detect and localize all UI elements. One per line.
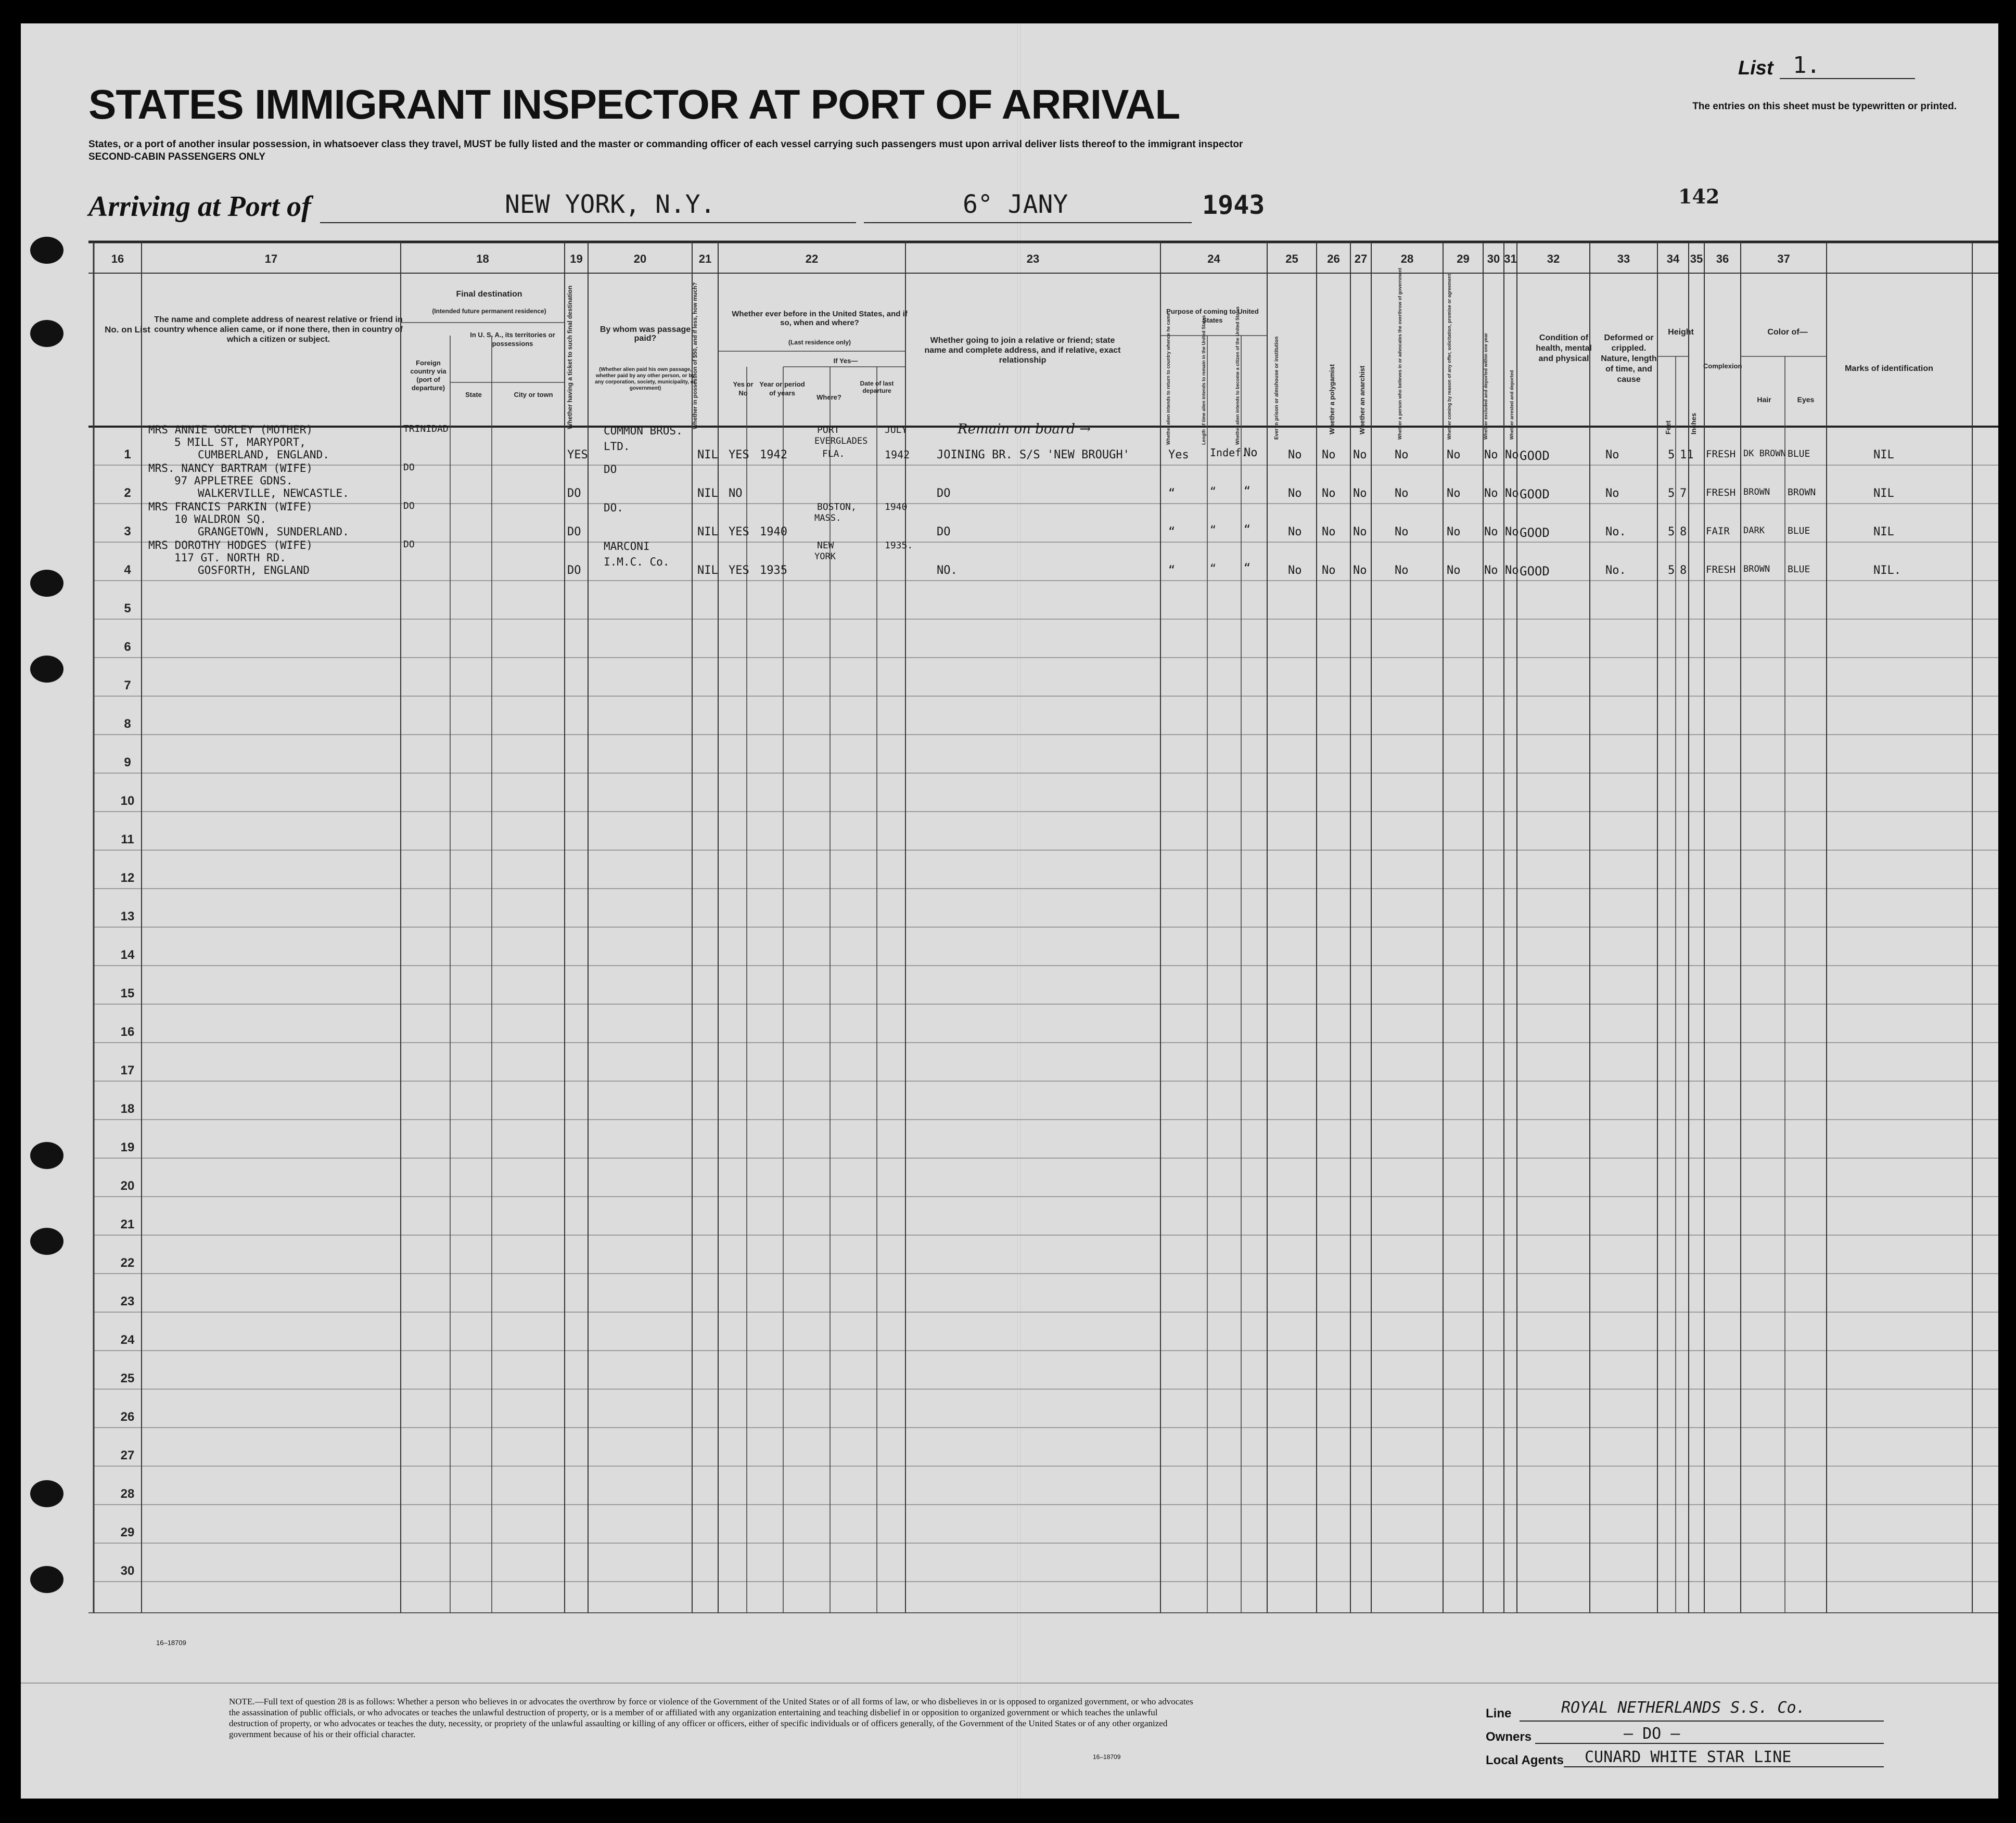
- cell-feet: 5: [1668, 564, 1675, 577]
- cell-before: YES: [729, 564, 749, 577]
- cell-foreign: DO: [403, 539, 415, 550]
- cell-complexion: FRESH: [1706, 564, 1736, 575]
- cell-p-a: “: [1168, 487, 1176, 500]
- cell-c30: No: [1484, 525, 1498, 538]
- header-passage-paid: By whom was passage paid?: [599, 325, 691, 343]
- row-number: 9: [124, 755, 131, 769]
- cell-inches: 8: [1680, 525, 1687, 538]
- cell-foreign: TRINIDAD: [403, 423, 449, 434]
- cell-marks: NIL.: [1873, 564, 1901, 577]
- cell-where-2: YORK: [814, 551, 836, 562]
- cell-foreign: DO: [403, 500, 415, 511]
- cell-p-c: “: [1244, 485, 1251, 498]
- agents-label: Local Agents: [1486, 1753, 1564, 1767]
- cell-p-c: No: [1244, 446, 1258, 459]
- cell-c30: No: [1484, 448, 1498, 461]
- row-number: 30: [120, 1564, 135, 1578]
- cell-eyes: BLUE: [1788, 525, 1810, 536]
- cell-date-1: JULY: [885, 425, 908, 435]
- cell-p-c: “: [1244, 562, 1251, 575]
- cell-c30: No: [1484, 564, 1498, 577]
- cell-c31: No: [1505, 448, 1519, 461]
- cell-feet: 5: [1668, 448, 1675, 461]
- cell-c26: No: [1322, 487, 1336, 500]
- header-ever-before: Whether ever before in the United States, and if so, when and where?: [732, 310, 908, 327]
- list-label: List: [1738, 57, 1773, 79]
- row-number: 29: [120, 1525, 135, 1539]
- row-number: 23: [120, 1294, 135, 1308]
- cell-money: NIL: [697, 564, 718, 577]
- row-number: 13: [120, 909, 135, 923]
- header-relative: The name and complete address of nearest relative or friend in country whence alien came, or if none there, then in country of which a citizen or subject.: [154, 315, 403, 344]
- cell-marks: NIL: [1873, 525, 1894, 538]
- cell-marks: NIL: [1873, 448, 1894, 461]
- header-where: Where?: [816, 393, 841, 401]
- arriving-label: Arriving at Port of: [88, 190, 311, 223]
- row-number: 1: [124, 447, 131, 461]
- row-number: 17: [120, 1063, 135, 1077]
- row-number: 27: [120, 1448, 135, 1462]
- cell-deformed: No.: [1605, 525, 1626, 538]
- row-number: 22: [120, 1256, 135, 1270]
- header-passage-paid-sub: (Whether alien paid his own passage, whether paid by any other person, or by any corporation, society, municipality, or government): [595, 367, 696, 391]
- cell-c26: No: [1322, 525, 1336, 538]
- cell-relative-3: GRANGETOWN, SUNDERLAND.: [198, 525, 349, 538]
- cell-deformed: No.: [1605, 564, 1626, 577]
- cell-c29: No: [1447, 564, 1461, 577]
- cell-health: GOOD: [1520, 525, 1550, 540]
- cell-c28: No: [1395, 487, 1409, 500]
- cell-relative-1: MRS DOROTHY HODGES (WIFE): [148, 539, 313, 551]
- header-foreign-country: Foreign country via (port of departure): [410, 359, 446, 392]
- cell-hair: DK BROWN: [1743, 448, 1786, 459]
- header-eyes: Eyes: [1797, 395, 1815, 404]
- column-number: 35: [1690, 252, 1703, 265]
- cell-money: NIL: [697, 525, 718, 538]
- column-number: 34: [1666, 252, 1680, 265]
- cell-where-1: BOSTON,: [817, 502, 857, 512]
- cell-money: NIL: [697, 448, 718, 461]
- cell-money: NIL: [697, 487, 718, 500]
- header-money: Whether in possession of $50, and if less, how much?: [692, 282, 698, 429]
- row-number: 16: [120, 1025, 135, 1039]
- cell-c27: No: [1353, 448, 1367, 461]
- port-value: NEW YORK, N.Y.: [505, 190, 716, 219]
- cell-relative-2: 5 MILL ST, MARYPORT,: [174, 436, 306, 448]
- cell-c27: No: [1353, 564, 1367, 577]
- column-number: 25: [1285, 252, 1298, 265]
- row-number: 4: [124, 563, 131, 577]
- table-grid: [21, 23, 1998, 1799]
- header-ticket: Whether having a ticket to such final destination: [566, 285, 573, 429]
- cell-paid-2: I.M.C. Co.: [604, 556, 670, 568]
- form-number-right: 16–18709: [1093, 1753, 1121, 1761]
- cell-paid-1: DO.: [604, 502, 623, 514]
- row-number: 11: [121, 832, 134, 846]
- cell-c28: No: [1395, 525, 1409, 538]
- cell-ticket: YES: [567, 448, 588, 461]
- row-number: 26: [120, 1410, 135, 1424]
- cell-where-1: NEW: [817, 540, 834, 551]
- cell-c28: No: [1395, 564, 1409, 577]
- cell-complexion: FRESH: [1706, 487, 1736, 498]
- cell-before: NO: [729, 487, 743, 500]
- row-number: 20: [120, 1179, 135, 1193]
- row-number: 28: [120, 1487, 135, 1501]
- header-no-on-list: No. on List: [105, 325, 150, 335]
- column-number: 33: [1617, 252, 1630, 265]
- header-final-destination: Final destination: [456, 290, 522, 299]
- header-overthrow: Whether a person who believes in or advocates the overthrow of government: [1397, 267, 1402, 440]
- column-number: 37: [1777, 252, 1790, 265]
- cell-ticket: DO: [567, 564, 581, 577]
- row-number: 7: [124, 678, 131, 692]
- header-become-citizen: Whether alien intends to become a citizen of the United States: [1235, 306, 1240, 445]
- row-number: 15: [120, 986, 135, 1000]
- header-deformed: Deformed or crippled. Nature, length of time, and cause: [1601, 333, 1657, 384]
- column-number: 17: [264, 252, 278, 265]
- owners-underline: [1535, 1743, 1884, 1744]
- cell-where-2: EVERGLADES: [814, 436, 868, 446]
- row-number: 2: [124, 486, 131, 500]
- cell-feet: 5: [1668, 487, 1675, 500]
- header-polygamist: Whether a polygamist: [1328, 364, 1336, 434]
- header-prison: Ever in prison or almshouse or institution: [1274, 336, 1280, 440]
- cell-marks: NIL: [1873, 487, 1894, 500]
- cell-hair: BROWN: [1743, 487, 1770, 497]
- row-number: 19: [120, 1140, 135, 1154]
- cell-c25: No: [1288, 564, 1302, 577]
- row-number: 6: [124, 640, 131, 654]
- cell-p-b: “: [1210, 562, 1217, 574]
- cell-paid-1: MARCONI: [604, 540, 650, 553]
- header-height: Height: [1668, 328, 1694, 337]
- cell-relative-1: MRS FRANCIS PARKIN (WIFE): [148, 500, 313, 513]
- list-value: 1.: [1793, 52, 1820, 79]
- cell-c28: No: [1395, 448, 1409, 461]
- header-in-usa: In U. S. A., its territories or possessions: [470, 331, 555, 348]
- cell-relative-3: GOSFORTH, ENGLAND: [198, 564, 310, 576]
- cell-c31: No: [1505, 487, 1519, 500]
- cell-c26: No: [1322, 448, 1336, 461]
- header-feet: Feet: [1664, 420, 1672, 434]
- cell-year: 1935: [760, 564, 787, 577]
- cell-join-2: NO.: [937, 564, 958, 577]
- header-condition: Condition of health, mental and physical: [1536, 333, 1592, 363]
- cell-c27: No: [1353, 487, 1367, 500]
- cell-relative-3: CUMBERLAND, ENGLAND.: [198, 448, 329, 461]
- cabin-class: SECOND-CABIN PASSENGERS ONLY: [88, 151, 265, 162]
- column-number: 24: [1207, 252, 1220, 265]
- header-return: Whether alien intends to return to country whence he came: [1166, 313, 1171, 445]
- cell-c29: No: [1447, 448, 1461, 461]
- row-number: 8: [124, 717, 131, 731]
- row-number: 10: [120, 794, 135, 808]
- cell-year: 1940: [760, 525, 787, 538]
- column-number: 21: [698, 252, 712, 265]
- header-purpose: Purpose of coming to United States: [1166, 307, 1259, 324]
- row-number: 3: [124, 524, 131, 538]
- cell-c25: No: [1288, 487, 1302, 500]
- cell-feet: 5: [1668, 525, 1675, 538]
- column-number: 20: [633, 252, 647, 265]
- cell-c25: No: [1288, 525, 1302, 538]
- cell-relative-1: MRS. NANCY BARTRAM (WIFE): [148, 462, 313, 474]
- header-anarchist: Whether an anarchist: [1358, 365, 1366, 434]
- cell-relative-2: 117 GT. NORTH RD.: [174, 551, 286, 564]
- header-excluded: Whether excluded and deported within one year: [1483, 332, 1488, 440]
- column-number: 27: [1354, 252, 1368, 265]
- cell-where-1: PORT: [817, 425, 840, 435]
- cell-eyes: BROWN: [1788, 487, 1816, 498]
- cell-hair: DARK: [1743, 525, 1765, 536]
- line-underline: [1520, 1721, 1884, 1722]
- cell-paid-1: DO: [604, 463, 617, 476]
- page-title: STATES IMMIGRANT INSPECTOR AT PORT OF ARRIVAL: [88, 81, 1180, 127]
- cell-relative-2: 97 APPLETREE GDNS.: [174, 474, 293, 487]
- column-number: 32: [1547, 252, 1560, 265]
- cell-c29: No: [1447, 487, 1461, 500]
- cell-c30: No: [1484, 487, 1498, 500]
- header-date-departure: Date of last departure: [860, 380, 894, 394]
- column-number: 30: [1487, 252, 1500, 265]
- instruction-line: States, or a port of another insular possession, in whatsoever class they travel, MUST be fully listed and the master or commanding officer of each vessel carrying such passengers must upon arrival deliver lists thereof to the immigrant inspector: [88, 139, 1243, 150]
- typewritten-notice: The entries on this sheet must be typewritten or printed.: [1692, 101, 1957, 112]
- header-city: City or town: [514, 391, 553, 399]
- row-number: 24: [120, 1333, 135, 1347]
- header-if-yes: If Yes—: [833, 357, 858, 365]
- header-hair: Hair: [1757, 395, 1771, 404]
- column-number: 26: [1327, 252, 1340, 265]
- cell-year: 1942: [760, 448, 787, 461]
- header-joining: Whether going to join a relative or friend; state name and complete address, and if relative, exact relationship: [924, 336, 1121, 365]
- row-number: 21: [120, 1217, 135, 1231]
- cell-c25: No: [1288, 448, 1302, 461]
- header-length-of-time: Length of time alien intends to remain in the United States: [1201, 315, 1206, 445]
- header-inches: Inches: [1690, 413, 1698, 434]
- cell-p-b: Indef.: [1210, 446, 1248, 459]
- column-number: 22: [805, 252, 819, 265]
- cell-c26: No: [1322, 564, 1336, 577]
- agents-value: CUNARD WHITE STAR LINE: [1585, 1748, 1792, 1766]
- cell-where-3: FLA.: [822, 448, 845, 459]
- sheet-number: 142: [1678, 185, 1720, 208]
- cell-inches: 11: [1680, 448, 1694, 461]
- cell-c31: No: [1505, 525, 1519, 538]
- owners-label: Owners: [1486, 1730, 1532, 1744]
- cell-p-a: “: [1168, 525, 1176, 538]
- cell-complexion: FAIR: [1706, 525, 1730, 537]
- cell-date-1: 1935.: [885, 540, 913, 551]
- cell-ticket: DO: [567, 487, 581, 500]
- row-number: 25: [120, 1371, 135, 1385]
- cell-deformed: No: [1605, 448, 1619, 461]
- cell-inches: 8: [1680, 564, 1687, 577]
- cell-join-2: DO: [937, 487, 951, 500]
- cell-relative-2: 10 WALDRON SQ.: [174, 513, 267, 525]
- cell-deformed: No: [1605, 487, 1619, 500]
- cell-c31: No: [1505, 564, 1519, 577]
- cell-p-a: Yes: [1168, 448, 1189, 461]
- header-arrested: Whether arrested and deported: [1509, 370, 1514, 440]
- cell-join-2: DO: [937, 525, 951, 538]
- cell-complexion: FRESH: [1706, 448, 1736, 460]
- cell-join-2: JOINING BR. S/S 'NEW BROUGH': [937, 448, 1130, 461]
- date-value: 6° JANY: [963, 190, 1068, 219]
- header-yes-or-no: Yes or No: [733, 380, 754, 397]
- column-number: 36: [1716, 252, 1729, 265]
- header-marks: Marks of identification: [1845, 364, 1933, 373]
- cell-relative-3: WALKERVILLE, NEWCASTLE.: [198, 487, 349, 499]
- cell-relative-1: MRS ANNIE GORLEY (MOTHER): [148, 423, 313, 436]
- column-number: 18: [476, 252, 489, 265]
- row-number: 12: [120, 871, 135, 885]
- row-number: 5: [124, 601, 131, 615]
- cell-eyes: BLUE: [1788, 564, 1810, 575]
- cell-p-a: “: [1168, 564, 1176, 577]
- cell-ticket: DO: [567, 525, 581, 538]
- column-number: 31: [1504, 252, 1517, 265]
- cell-p-b: “: [1210, 523, 1217, 536]
- header-year: Year or period of years: [759, 380, 805, 397]
- cell-hair: BROWN: [1743, 564, 1770, 574]
- cell-p-b: “: [1210, 485, 1217, 497]
- cell-join-1: Remain on board →: [958, 421, 1091, 437]
- header-ever-before-sub: (Last residence only): [788, 339, 851, 346]
- cell-date-2: 1942: [885, 448, 910, 461]
- column-number: 28: [1400, 252, 1414, 265]
- manifest-sheet: [21, 23, 1998, 1799]
- cell-where-2: MASS.: [814, 513, 841, 523]
- header-color-of: Color of—: [1767, 328, 1808, 337]
- cell-eyes: BLUE: [1788, 448, 1810, 459]
- header-final-destination-sub: (Intended future permanent residence): [432, 307, 546, 315]
- cell-c27: No: [1353, 525, 1367, 538]
- cell-foreign: DO: [403, 462, 415, 473]
- header-offer: Whether coming by reason of any offer, solicitation, promise or agreement: [1447, 274, 1452, 440]
- cell-paid-1: COMMON BROS.: [604, 425, 683, 437]
- cell-health: GOOD: [1520, 564, 1550, 579]
- cell-before: YES: [729, 448, 749, 461]
- column-number: 16: [111, 252, 124, 265]
- row-number: 14: [120, 948, 135, 962]
- header-complexion: Complexion: [1703, 362, 1742, 370]
- line-label: Line: [1486, 1706, 1512, 1721]
- column-number: 29: [1457, 252, 1470, 265]
- cell-inches: 7: [1680, 487, 1687, 500]
- column-number: 23: [1026, 252, 1040, 265]
- header-state: State: [465, 391, 482, 399]
- form-number-left: 16–18709: [156, 1639, 186, 1647]
- cell-c29: No: [1447, 525, 1461, 538]
- line-value: ROYAL NETHERLANDS S.S. Co.: [1561, 1699, 1806, 1717]
- cell-health: GOOD: [1520, 487, 1550, 502]
- cell-health: GOOD: [1520, 448, 1550, 463]
- cell-date-1: 1940: [885, 502, 908, 512]
- year-value: 1943: [1202, 190, 1265, 220]
- cell-p-c: “: [1244, 523, 1251, 536]
- agents-underline: [1564, 1766, 1884, 1767]
- row-number: 18: [120, 1102, 135, 1116]
- footnote: NOTE.—Full text of question 28 is as follows: Whether a person who believes in or advocates the overthrow by force or violence of the Government of the United States or of all forms of law, or who disbelieves in or is opposed to organized government, or who advocates the assassination of public officials, or who advocates or teaches the unlawful destruction of property, or is a member of or affiliated with any organization entertaining and teaching disbelief in or opposition to organized government or which teaches the unlawful destruction of property, or who advocates or teaches the duty, necessity, or propriety of the unlawful assaulting or killing of any officer or officers, either of specific individuals or of officers generally, of the Government of the United States or of any other organized government because of his or their official character.: [229, 1697, 1193, 1739]
- cell-paid-2: LTD.: [604, 440, 630, 453]
- cell-before: YES: [729, 525, 749, 538]
- owners-value: — DO —: [1624, 1725, 1680, 1743]
- column-number: 19: [570, 252, 583, 265]
